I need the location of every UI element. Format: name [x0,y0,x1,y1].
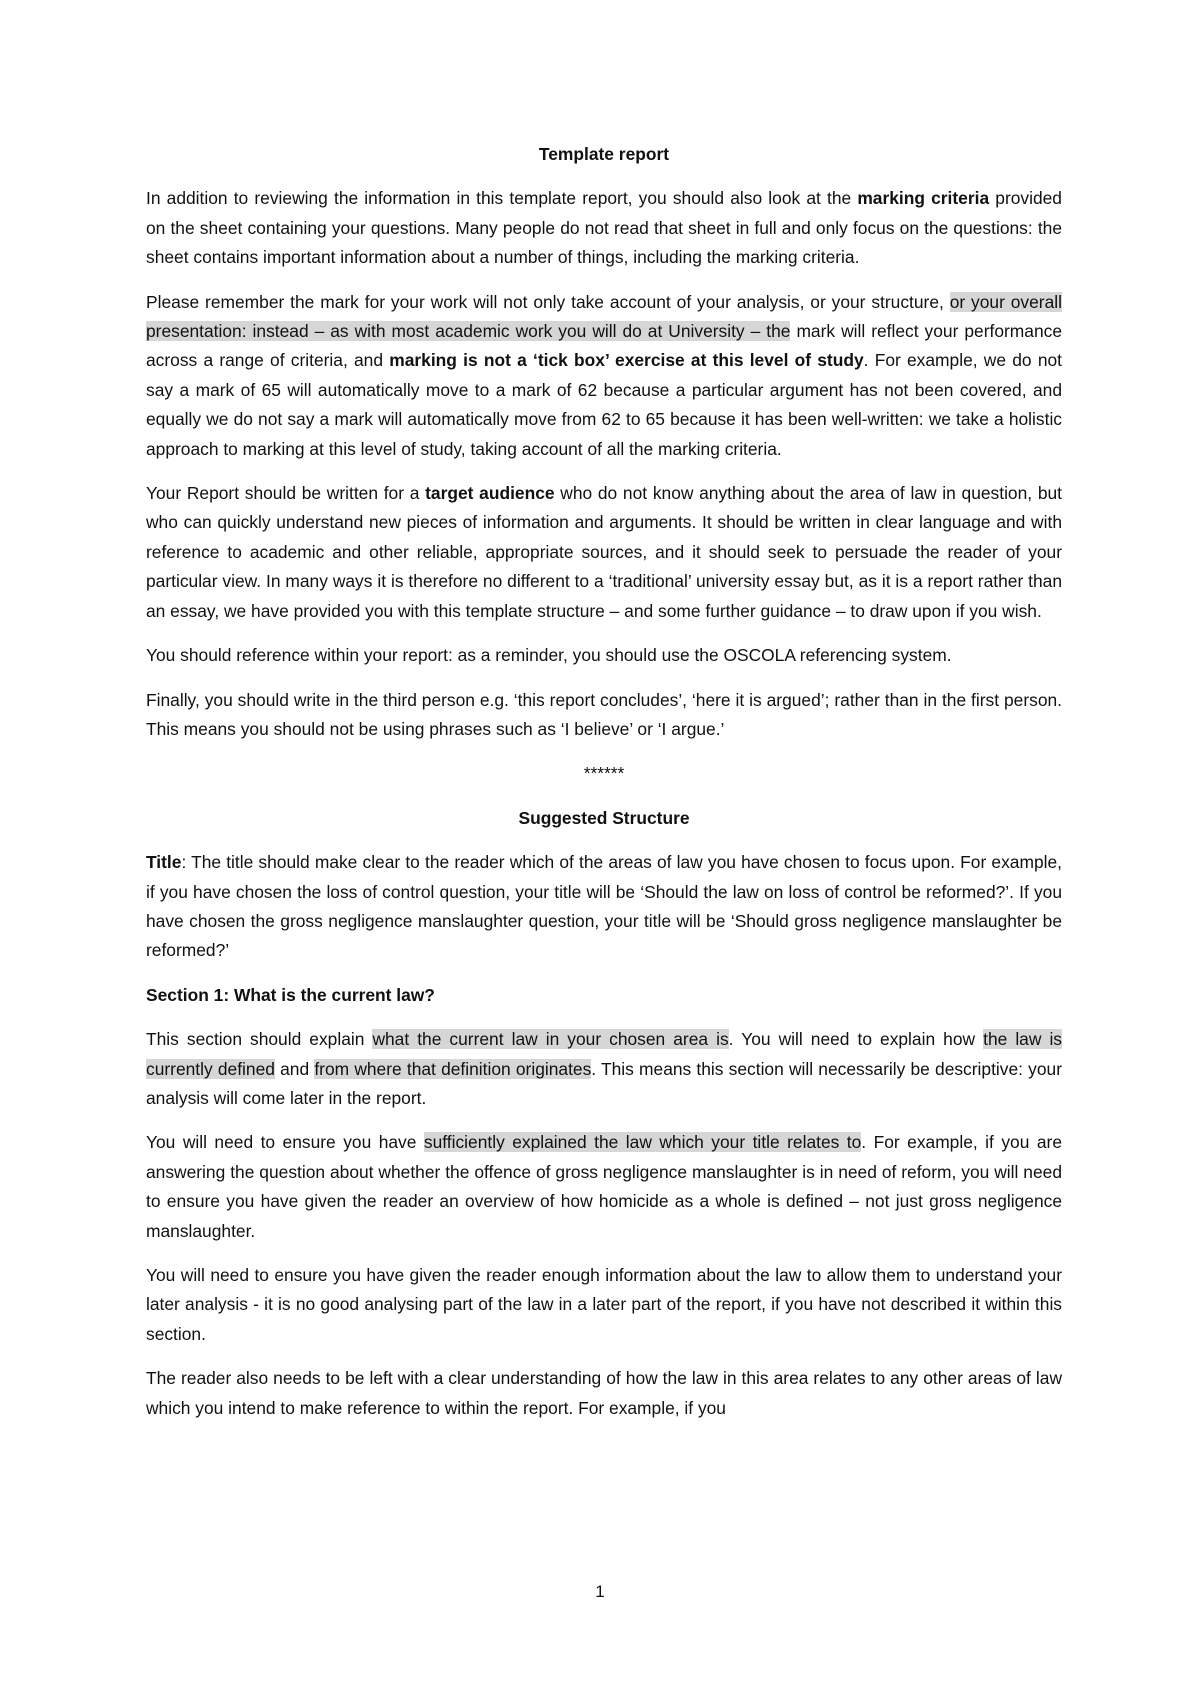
s1p1-text-c: and [274,1058,315,1079]
intro-paragraph [146,184,1062,272]
s1p1-highlight-1: what the current law in your chosen area is [372,1029,729,1050]
suggested-structure-heading: Suggested Structure [518,807,690,828]
audience-text-c: who do not know anything about the area of law in question, but who can quickly understand new pieces of information and arguments. It should be written in clear language and with reference to academic and other reliable, appropriate sources, and it should seek to persuade the reader of your particular view. In many ways it is therefore no different to a ‘traditional’ university essay but, as it is a report rather than an essay, we have provided you with this template structure – and some further guidance – to draw upon if you wish. [146,483,1062,621]
section-1-heading: Section 1: What is the current law? [146,984,435,1005]
intro-text-c: provided on the sheet containing your questions. Many people do not read that sheet in full and only focus on the questions: the sheet contains important information about a number of things, including the marking criteria. [146,188,1062,268]
s1p1-highlight-3: from where that definition originates [314,1058,592,1079]
title-paragraph [146,848,1062,966]
title-label: Title [146,852,182,873]
marking-paragraph [146,288,1062,464]
third-person-paragraph: Finally, you should write in the third person e.g. ‘this report concludes’, ‘here it is argued’; rather than in the first person. This means you should not be using phrases such as ‘I believe’ or ‘I argue.’ [146,689,1062,739]
s1p1-text-d: . This means this section will necessarily be descriptive: your analysis will come later in the report. [146,1058,1062,1108]
section-separator: ****** [583,763,625,784]
document-body [146,140,1062,1438]
s1p1-text-a: This section should explain [146,1029,373,1050]
s1p2-text-a: You will need to ensure you have [146,1132,424,1153]
section-1-paragraph-2 [146,1128,1062,1246]
audience-paragraph [146,479,1062,626]
title-text: : The title should make clear to the reader which of the areas of law you have chosen to focus upon. For example, if you have chosen the loss of control question, your title will be ‘Should the law on loss of control be reformed?’. If you have chosen the gross negligence manslaughter question, your title will be ‘Should gross negligence manslaughter be reformed?’ [146,852,1062,961]
audience-bold-target: target audience [425,483,555,504]
document-title: Template report [538,144,670,164]
marking-text-d: . For example, we do not say a mark of 65 will automatically move to a mark of 62 because a particular argument has not been covered, and equally we do not say a mark will automatically move from 62 to 65 because it has been well-written: we take a holistic approach to marking at this level of study, taking account of all the marking criteria. [146,350,1062,459]
marking-highlight: or your overall presentation: instead – as with most academic work you will do at University – the [146,291,1062,342]
referencing-paragraph: You should reference within your report: as a reminder, you should use the OSCOLA referencing system. [146,645,952,666]
intro-text-a: In addition to reviewing the information in this template report, you should also look at the [146,188,858,209]
s1p2-highlight: sufficiently explained the law which your title relates to [423,1132,862,1153]
s1p2-text-b: . For example, if you are answering the question about whether the offence of gross negligence manslaughter is in need of reform, you will need to ensure you have given the reader an overview of how homicide as a whole is defined – not just gross negligence manslaughter. [146,1132,1062,1241]
marking-bold-tick-box: marking is not a ‘tick box’ exercise at this level of study [389,350,864,371]
intro-bold-marking-criteria: marking criteria [857,188,990,209]
marking-text-c: mark will reflect your performance across a range of criteria, and [146,321,1062,371]
section-1-paragraph-3: You will need to ensure you have given the reader enough information about the law to allow them to understand your later analysis - it is no good analysing part of the law in a later part of the report, if you have not described it within this section. [146,1265,1062,1344]
marking-text-a: Please remember the mark for your work will not only take account of your analysis, or your structure, [146,291,950,312]
s1p1-highlight-2: the law is currently defined [146,1029,1063,1079]
s1p1-text-b: . You will need to explain how [728,1029,984,1050]
section-1-paragraph-4: The reader also needs to be left with a clear understanding of how the law in this area relates to any other areas of law which you intend to make reference to within the report. For example, if you [146,1368,1062,1418]
section-1-paragraph-1 [146,1025,1062,1113]
audience-text-a: Your Report should be written for a [146,483,426,504]
page-number: 1 [595,1582,605,1601]
